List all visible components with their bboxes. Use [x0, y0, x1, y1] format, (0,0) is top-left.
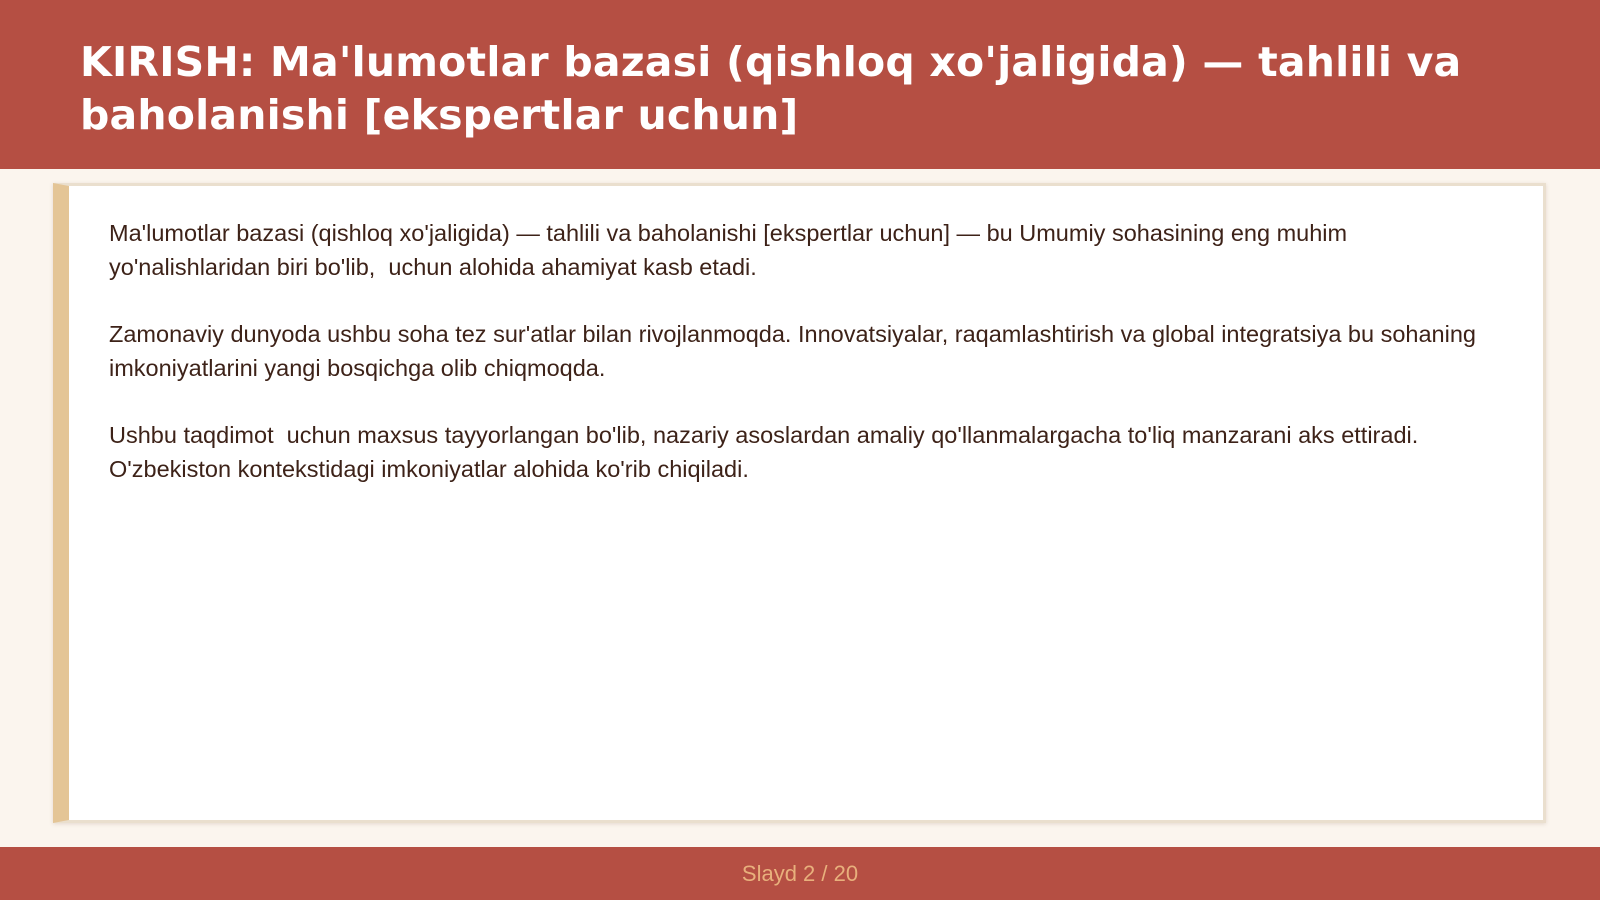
- paragraph-modern-world: Zamonaviy dunyoda ushbu soha tez sur'atlar bilan rivojlanmoqda. Innovatsiyalar, raqamlashtirish va global integratsiya bu sohaning imkoniyatlarini yangi bosqichga olib chiqmoqda.: [109, 321, 1483, 381]
- slide-header: [0, 0, 1600, 169]
- slide-title: KIRISH: Ma'lumotlar bazasi (qishloq xo'jaligida) — tahlili va baholanishi [ekspertlar uchun]: [80, 38, 1462, 139]
- paragraph-presentation-scope: Ushbu taqdimot uchun maxsus tayyorlangan bo'lib, nazariy asoslardan amaliy qo'llanmalargacha to'liq manzarani aks ettiradi. O'zbekiston kontekstidagi imkoniyatlar alohida ko'rib chiqiladi.: [109, 422, 1425, 482]
- slide-number: Slayd 2 / 20: [741, 861, 859, 886]
- content-card: [53, 183, 1546, 823]
- paragraph-intro: Ma'lumotlar bazasi (qishloq xo'jaligida) — tahlili va baholanishi [ekspertlar uchun] — bu Umumiy sohasining eng muhim yo'nalishlaridan biri bo'lib, uchun alohida ahamiyat kasb etadi.: [109, 220, 1354, 280]
- content-body: [109, 216, 1499, 519]
- slide-footer: [0, 847, 1600, 900]
